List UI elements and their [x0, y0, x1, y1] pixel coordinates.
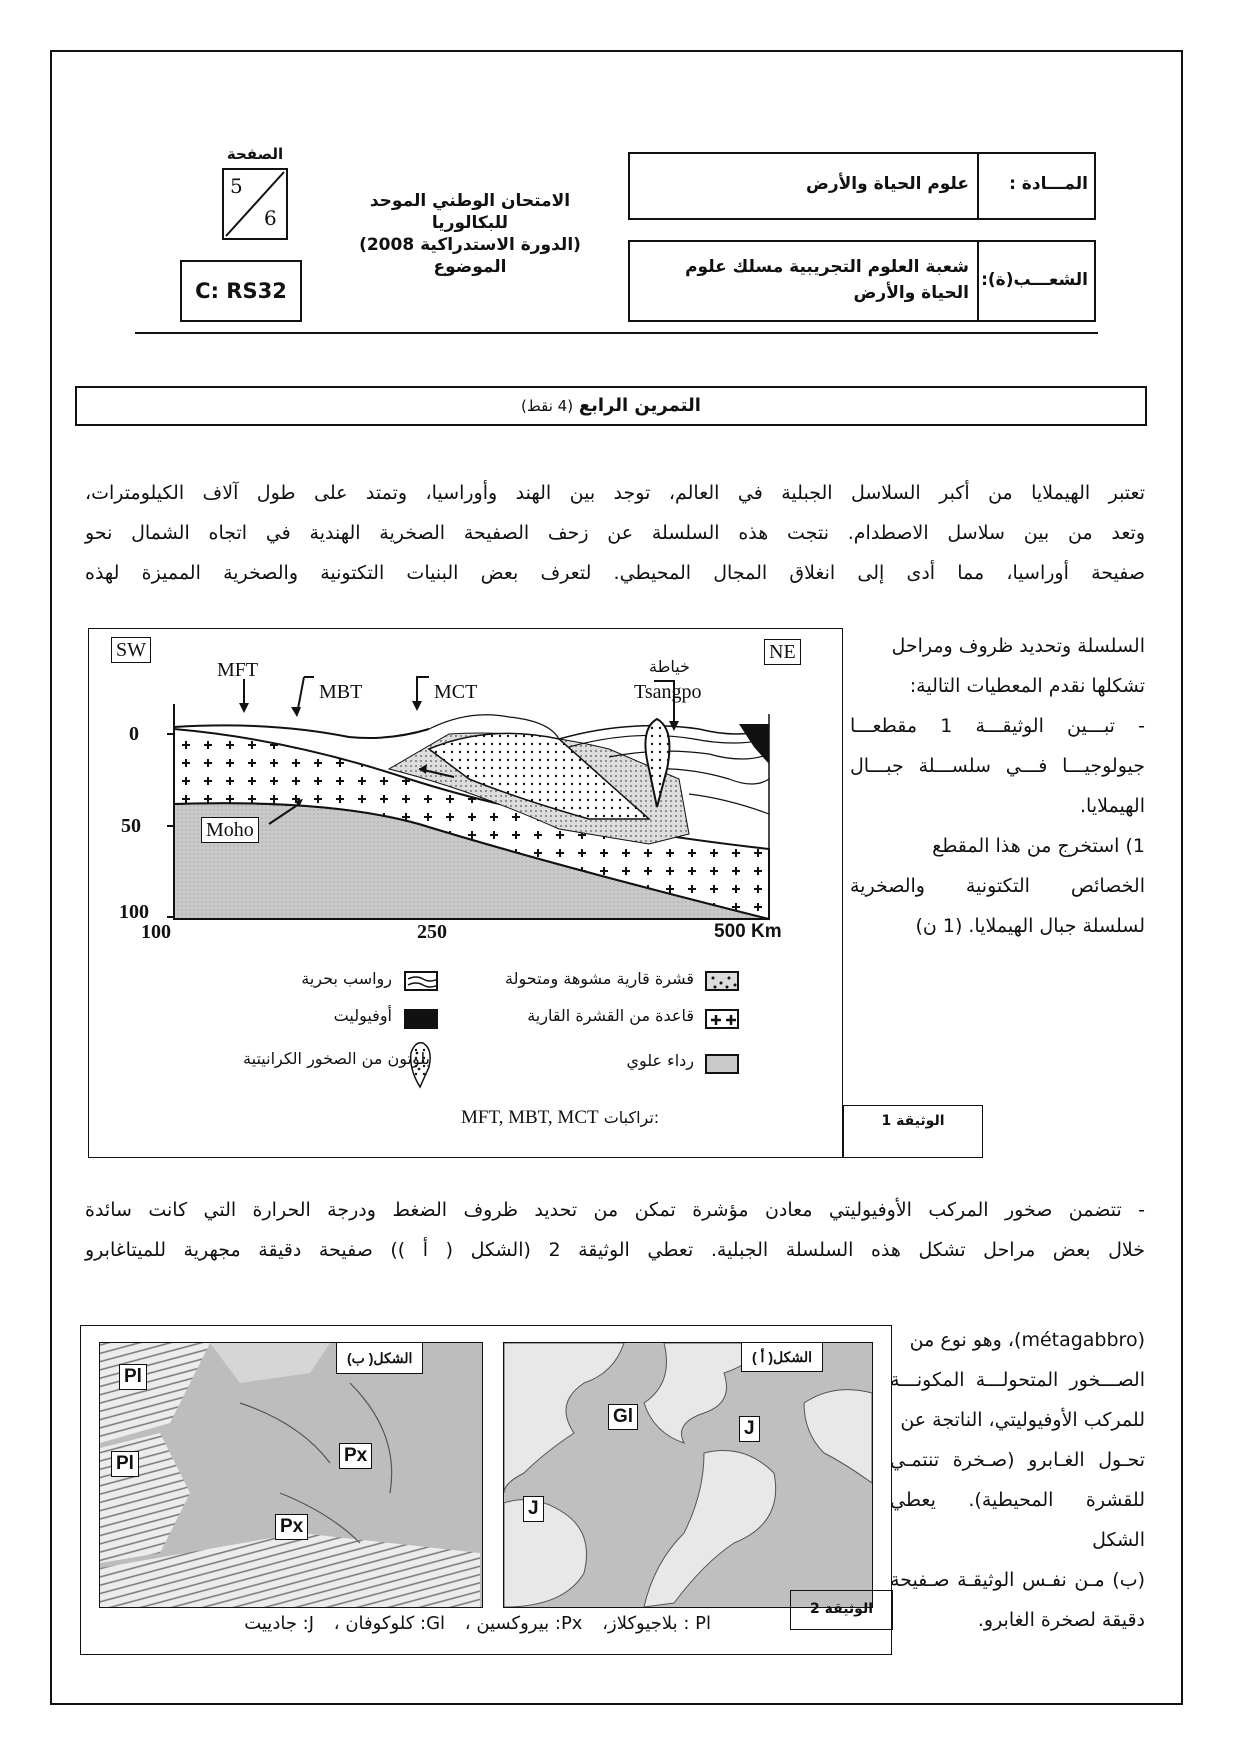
- side-line: الهيملايا.: [1080, 795, 1145, 817]
- header-rule: [135, 332, 1098, 334]
- subject-divider: [977, 154, 979, 218]
- page-total: 6: [264, 206, 277, 230]
- figure-a: [503, 1342, 873, 1608]
- side2-line: للمركب الأوفيوليتي، الناتجة عن: [900, 1409, 1145, 1431]
- intro-line: تعتبر الهيملايا من أكبر السلاسل الجبلية في العالم، توجد بين الهند وأوراسيا، وتمتد على طول آلاف الكيلومترات،: [85, 482, 1145, 504]
- mbt-label: MBT: [319, 681, 363, 703]
- document-2: [80, 1325, 892, 1655]
- document-1-caption: الوثيقة 1: [843, 1105, 983, 1158]
- ne-label: NE: [764, 639, 801, 665]
- intro-line: صفيحة أوراسيا، مما أدى إلى انغلاق المجال المحيطي. لتعرف بعض البنيات التكتونية والصخرية المميزة لهذه: [85, 562, 1145, 584]
- key-j: J: جادييت: [244, 1613, 315, 1634]
- exam-title: [330, 190, 610, 278]
- subject-label: المـــادة :: [1009, 174, 1088, 194]
- side-text-1: [850, 626, 1145, 946]
- page-label: الصفحة: [226, 145, 284, 163]
- ophiolite-swatch: [404, 1009, 438, 1029]
- y-tick-0: 0: [129, 723, 139, 745]
- thrusts-label: تراكبات:: [603, 1108, 660, 1127]
- crust-base-swatch: [705, 1009, 739, 1029]
- side2-line: دقيقة لصخرة الغابرو.: [977, 1609, 1145, 1631]
- legend-pluton: بلوتون من الصخور الكرانيتية: [243, 1049, 430, 1068]
- sw-label: SW: [111, 637, 151, 663]
- subject-value: علوم الحياة والأرض: [805, 174, 969, 194]
- legend-crust-base: قاعدة من القشرة القارية: [527, 1006, 694, 1025]
- intro-paragraph: [85, 473, 1145, 593]
- x-tick-100: 100: [141, 921, 171, 943]
- thrusts-legend: [461, 1107, 659, 1129]
- paragraph-2: [85, 1190, 1145, 1270]
- legend-marine-sediments: رواسب بحرية: [301, 969, 392, 988]
- key-px: Px: بيروكسين ،: [464, 1613, 583, 1634]
- y-tick-50: 50: [121, 815, 141, 837]
- moho-label: Moho: [201, 817, 259, 843]
- page-current: 5: [230, 174, 243, 198]
- geological-cross-section: [89, 629, 841, 949]
- deformed-crust-swatch: [705, 971, 739, 991]
- subject-row: [628, 152, 1096, 220]
- label-pl-2: Pl: [111, 1451, 139, 1477]
- side2-line: تحـول الغـابرو (صـخرة تنتمـي: [890, 1449, 1145, 1471]
- mft-label: MFT: [217, 659, 259, 681]
- mantle-swatch: [705, 1054, 739, 1074]
- branch-divider: [977, 242, 979, 320]
- metagabbro-thin-section: [504, 1343, 872, 1607]
- key-pl: Pl : بلاجيوكلاز،: [602, 1613, 711, 1634]
- mct-label: MCT: [434, 681, 478, 703]
- x-tick-500: 500 Km: [714, 921, 782, 942]
- exercise-title-box: [75, 386, 1147, 426]
- label-pl-1: Pl: [119, 1364, 147, 1390]
- document-1: [88, 628, 843, 1158]
- exam-subject-word: الموضوع: [433, 257, 507, 277]
- subject-code: C: RS32: [180, 260, 302, 322]
- figure-b-title: الشكل( ب): [336, 1342, 423, 1374]
- legend-ophiolite: أوفيوليت: [333, 1006, 392, 1025]
- legend-mantle: رداء علوي: [626, 1051, 694, 1070]
- label-j-1: J: [739, 1416, 760, 1442]
- marine-sediments-swatch: [404, 971, 438, 991]
- y-tick-100: 100: [119, 901, 149, 923]
- side-text-2: [890, 1320, 1145, 1640]
- label-j-2: J: [523, 1496, 544, 1522]
- legend-deformed-crust: قشرة قارية مشوهة ومتحولة: [505, 969, 694, 988]
- side2-line: (ب) مـن نفـس الوثيقـة صـفيحة: [890, 1569, 1145, 1591]
- side-line: الخصائص التكتونية والصخرية: [850, 875, 1145, 897]
- page-number-box: [222, 168, 288, 240]
- gabbro-thin-section: [100, 1343, 482, 1607]
- branch-label: الشعـــب(ة):: [981, 270, 1088, 290]
- side2-line: الصـــخور المتحولـــة المكونـــة: [890, 1369, 1145, 1391]
- figure-b: [99, 1342, 483, 1608]
- exercise-title: التمرين الرابع: [578, 395, 701, 416]
- side-line: 1) استخرج من هذا المقطع: [932, 835, 1145, 857]
- side-line: تشكلها نقدم المعطيات التالية:: [909, 675, 1145, 697]
- side2-line: للقشرة المحيطية). يعطي الشكل: [890, 1489, 1145, 1551]
- side-line: جيولوجيـــا فـــي سلســـلة جبـــال: [850, 755, 1145, 777]
- branch-value: شعبة العلوم التجريبية مسلك علوم الحياة والأرض: [685, 257, 969, 303]
- thrusts-values: MFT, MBT, MCT: [461, 1107, 599, 1128]
- branch-row: [628, 240, 1096, 322]
- exam-title-line: الامتحان الوطني الموحد للبكالوريا: [369, 191, 571, 233]
- para2-line: - تتضمن صخور المركب الأوفيوليتي معادن مؤشرة تمكن من تحديد ظروف الضغط ودرجة الحرارة التي كانت سائدة: [85, 1199, 1145, 1221]
- doc2-key: [121, 1613, 711, 1634]
- document-2-caption: الوثيقة 2: [790, 1590, 893, 1630]
- para2-line: خلال بعض مراحل تشكل هذه السلسلة الجبلية. تعطي الوثيقة 2 (الشكل ( أ )) صفيحة دقيقة مجهرية للميتاغابرو: [85, 1239, 1145, 1261]
- x-tick-250: 250: [417, 921, 447, 943]
- side-line: السلسلة وتحديد ظروف ومراحل: [891, 635, 1145, 657]
- label-px-2: Px: [275, 1514, 308, 1540]
- label-px-1: Px: [339, 1443, 372, 1469]
- side-line: - تبـــين الوثيقـــة 1 مقطعـــا: [850, 715, 1145, 737]
- label-gl: Gl: [608, 1404, 638, 1430]
- suture-label-ar: خياطة: [649, 657, 690, 676]
- exercise-points: (4 نقط): [521, 397, 574, 415]
- side2-line: (métagabbro)، وهو نوع من: [909, 1329, 1145, 1351]
- key-gl: Gl: كلوكوفان ،: [333, 1613, 446, 1634]
- exam-session: (الدورة الاستدراكية 2008): [359, 235, 581, 255]
- figure-a-title: الشكل( أ ): [741, 1342, 823, 1372]
- side-line: لسلسلة جبال الهيملايا. (1 ن): [915, 915, 1145, 937]
- suture-label-en: Tsangpo: [634, 681, 702, 703]
- intro-line: وتعد من بين سلاسل الاصطدام. نتجت هذه السلسلة عن زحف الصفيحة الصخرية الهندية في اتجاه الشمال نحو: [85, 522, 1145, 544]
